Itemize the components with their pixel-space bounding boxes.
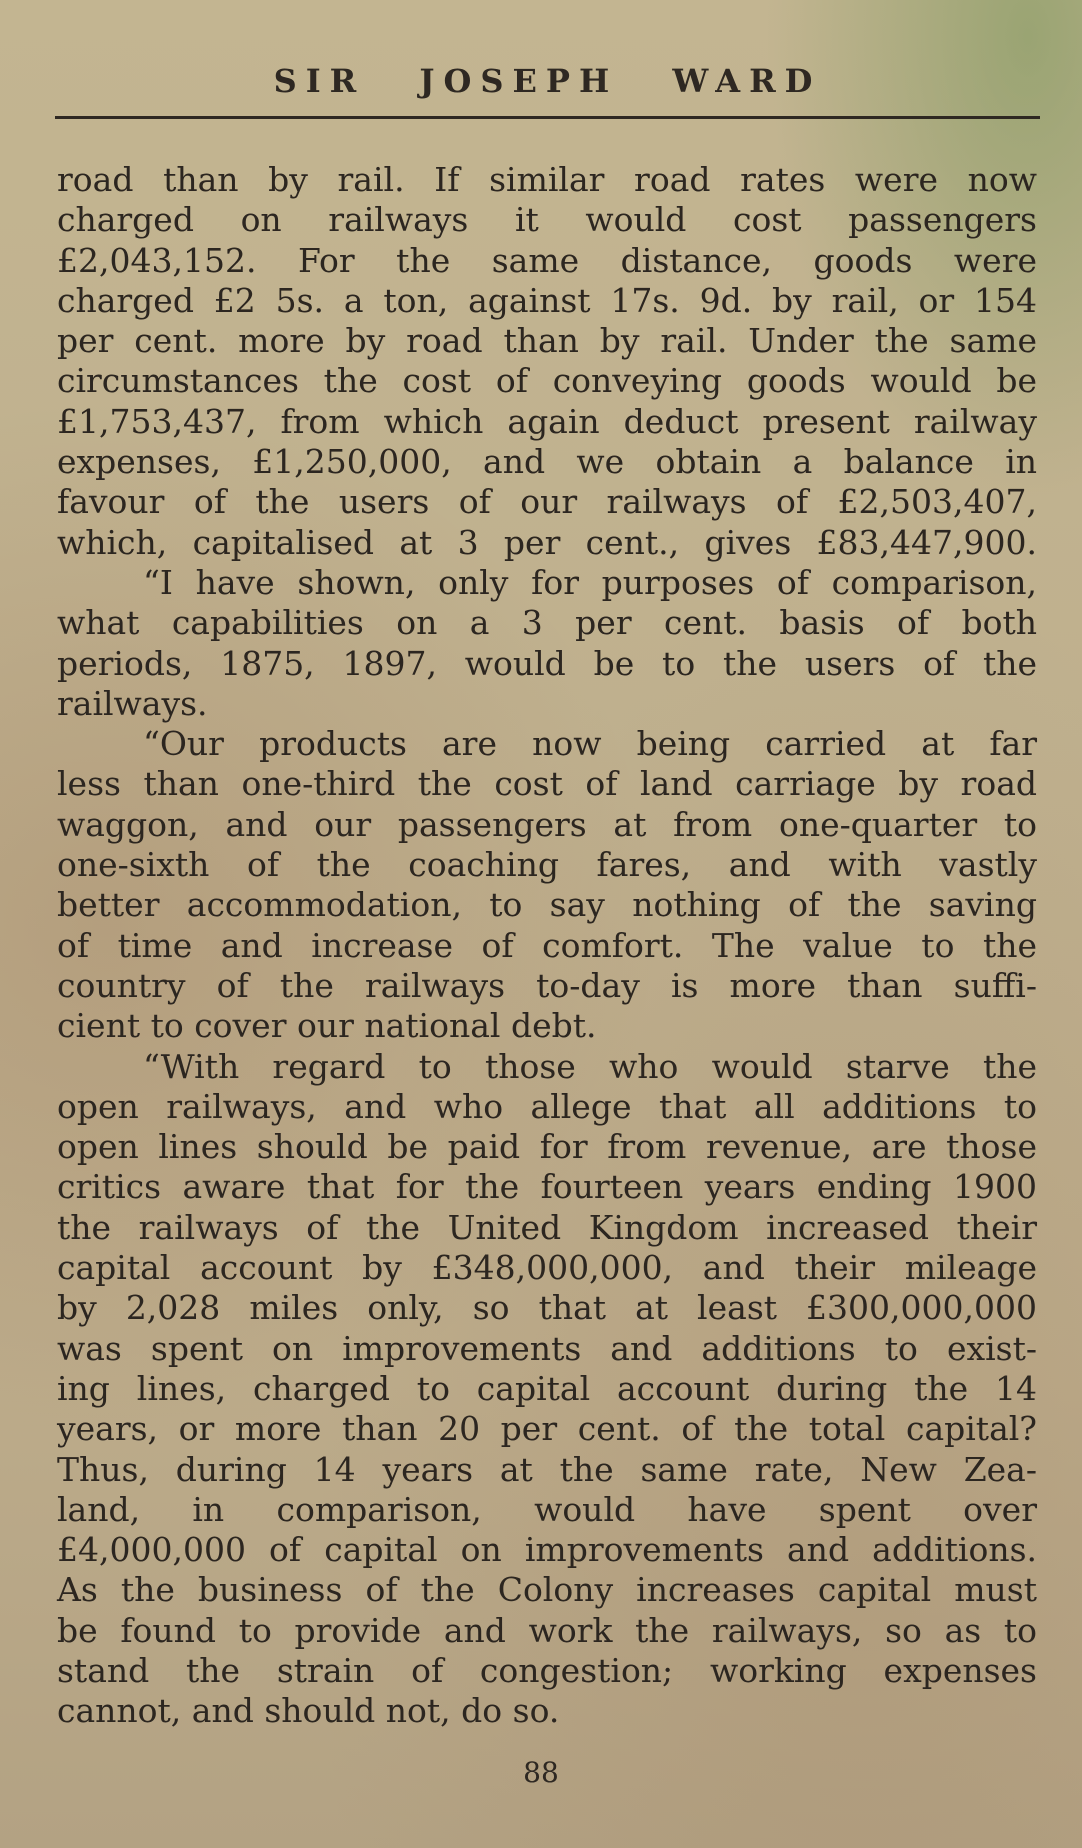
text-line: road than by rail. If similar road rates were now — [57, 160, 1037, 199]
text-line: which, capitalised at 3 per cent., gives £83,447,900. — [57, 522, 1037, 562]
text-line: open lines should be paid for from revenue, are those — [57, 1127, 1037, 1167]
text-line: Thus, during 14 years at the same rate, New Zea- — [57, 1449, 1037, 1489]
text-line: “Our products are now being carried at far — [143, 724, 1037, 764]
text-line: charged on railways it would cost passengers — [57, 200, 1037, 240]
text-line: £1,753,437, from which again deduct present railway — [57, 401, 1037, 441]
text-line: years, or more than 20 per cent. of the total capital? — [57, 1409, 1037, 1449]
text-line: £4,000,000 of capital on improvements and additions. — [57, 1530, 1037, 1570]
page-number: 88 — [523, 1756, 559, 1789]
text-line: less than one-third the cost of land carriage by road — [57, 764, 1037, 804]
running-head: SIR JOSEPH WARD — [273, 62, 822, 100]
text-line: the railways of the United Kingdom increased their — [57, 1207, 1037, 1247]
text-line: circumstances the cost of conveying goods would be — [57, 361, 1037, 401]
text-line: critics aware that for the fourteen years ending 1900 — [57, 1167, 1037, 1207]
text-line: capital account by £348,000,000, and their mileage — [57, 1248, 1037, 1288]
body-text — [57, 160, 1037, 1732]
text-line: expenses, £1,250,000, and we obtain a balance in — [57, 442, 1037, 482]
text-line: periods, 1875, 1897, would be to the users of the — [57, 643, 1037, 683]
text-line: better accommodation, to say nothing of the saving — [57, 885, 1037, 925]
text-line: land, in comparison, would have spent over — [57, 1489, 1037, 1529]
text-line: be found to provide and work the railways, so as to — [57, 1610, 1037, 1650]
text-line: “With regard to those who would starve the — [143, 1046, 1037, 1086]
text-line: cannot, and should not, do so. — [57, 1691, 560, 1731]
text-line: As the business of the Colony increases capital must — [57, 1570, 1037, 1610]
text-line: was spent on improvements and additions to exist- — [57, 1328, 1037, 1368]
text-line: cient to cover our national debt. — [57, 1006, 597, 1046]
text-line: “I have shown, only for purposes of comparison, — [143, 562, 1037, 602]
text-line: what capabilities on a 3 per cent. basis of both — [57, 603, 1037, 643]
text-line: stand the strain of congestion; working expenses — [57, 1650, 1037, 1690]
text-line: open railways, and who allege that all additions to — [57, 1086, 1037, 1126]
text-line: £2,043,152. For the same distance, goods were — [57, 240, 1037, 280]
header-rule — [55, 116, 1040, 119]
text-line: favour of the users of our railways of £2,503,407, — [57, 482, 1037, 522]
text-line: of time and increase of comfort. The value to the — [57, 925, 1037, 965]
text-line: country of the railways to-day is more than suffi- — [57, 965, 1037, 1005]
text-line: waggon, and our passengers at from one-quarter to — [57, 804, 1037, 844]
text-line: charged £2 5s. a ton, against 17s. 9d. by rail, or 154 — [57, 280, 1037, 320]
text-line: one-sixth of the coaching fares, and with vastly — [57, 845, 1037, 885]
text-line: by 2,028 miles only, so that at least £300,000,000 — [57, 1288, 1037, 1328]
text-line: railways. — [57, 683, 208, 723]
text-line: ing lines, charged to capital account during the 14 — [57, 1368, 1037, 1408]
text-line: per cent. more by road than by rail. Under the same — [57, 321, 1037, 361]
